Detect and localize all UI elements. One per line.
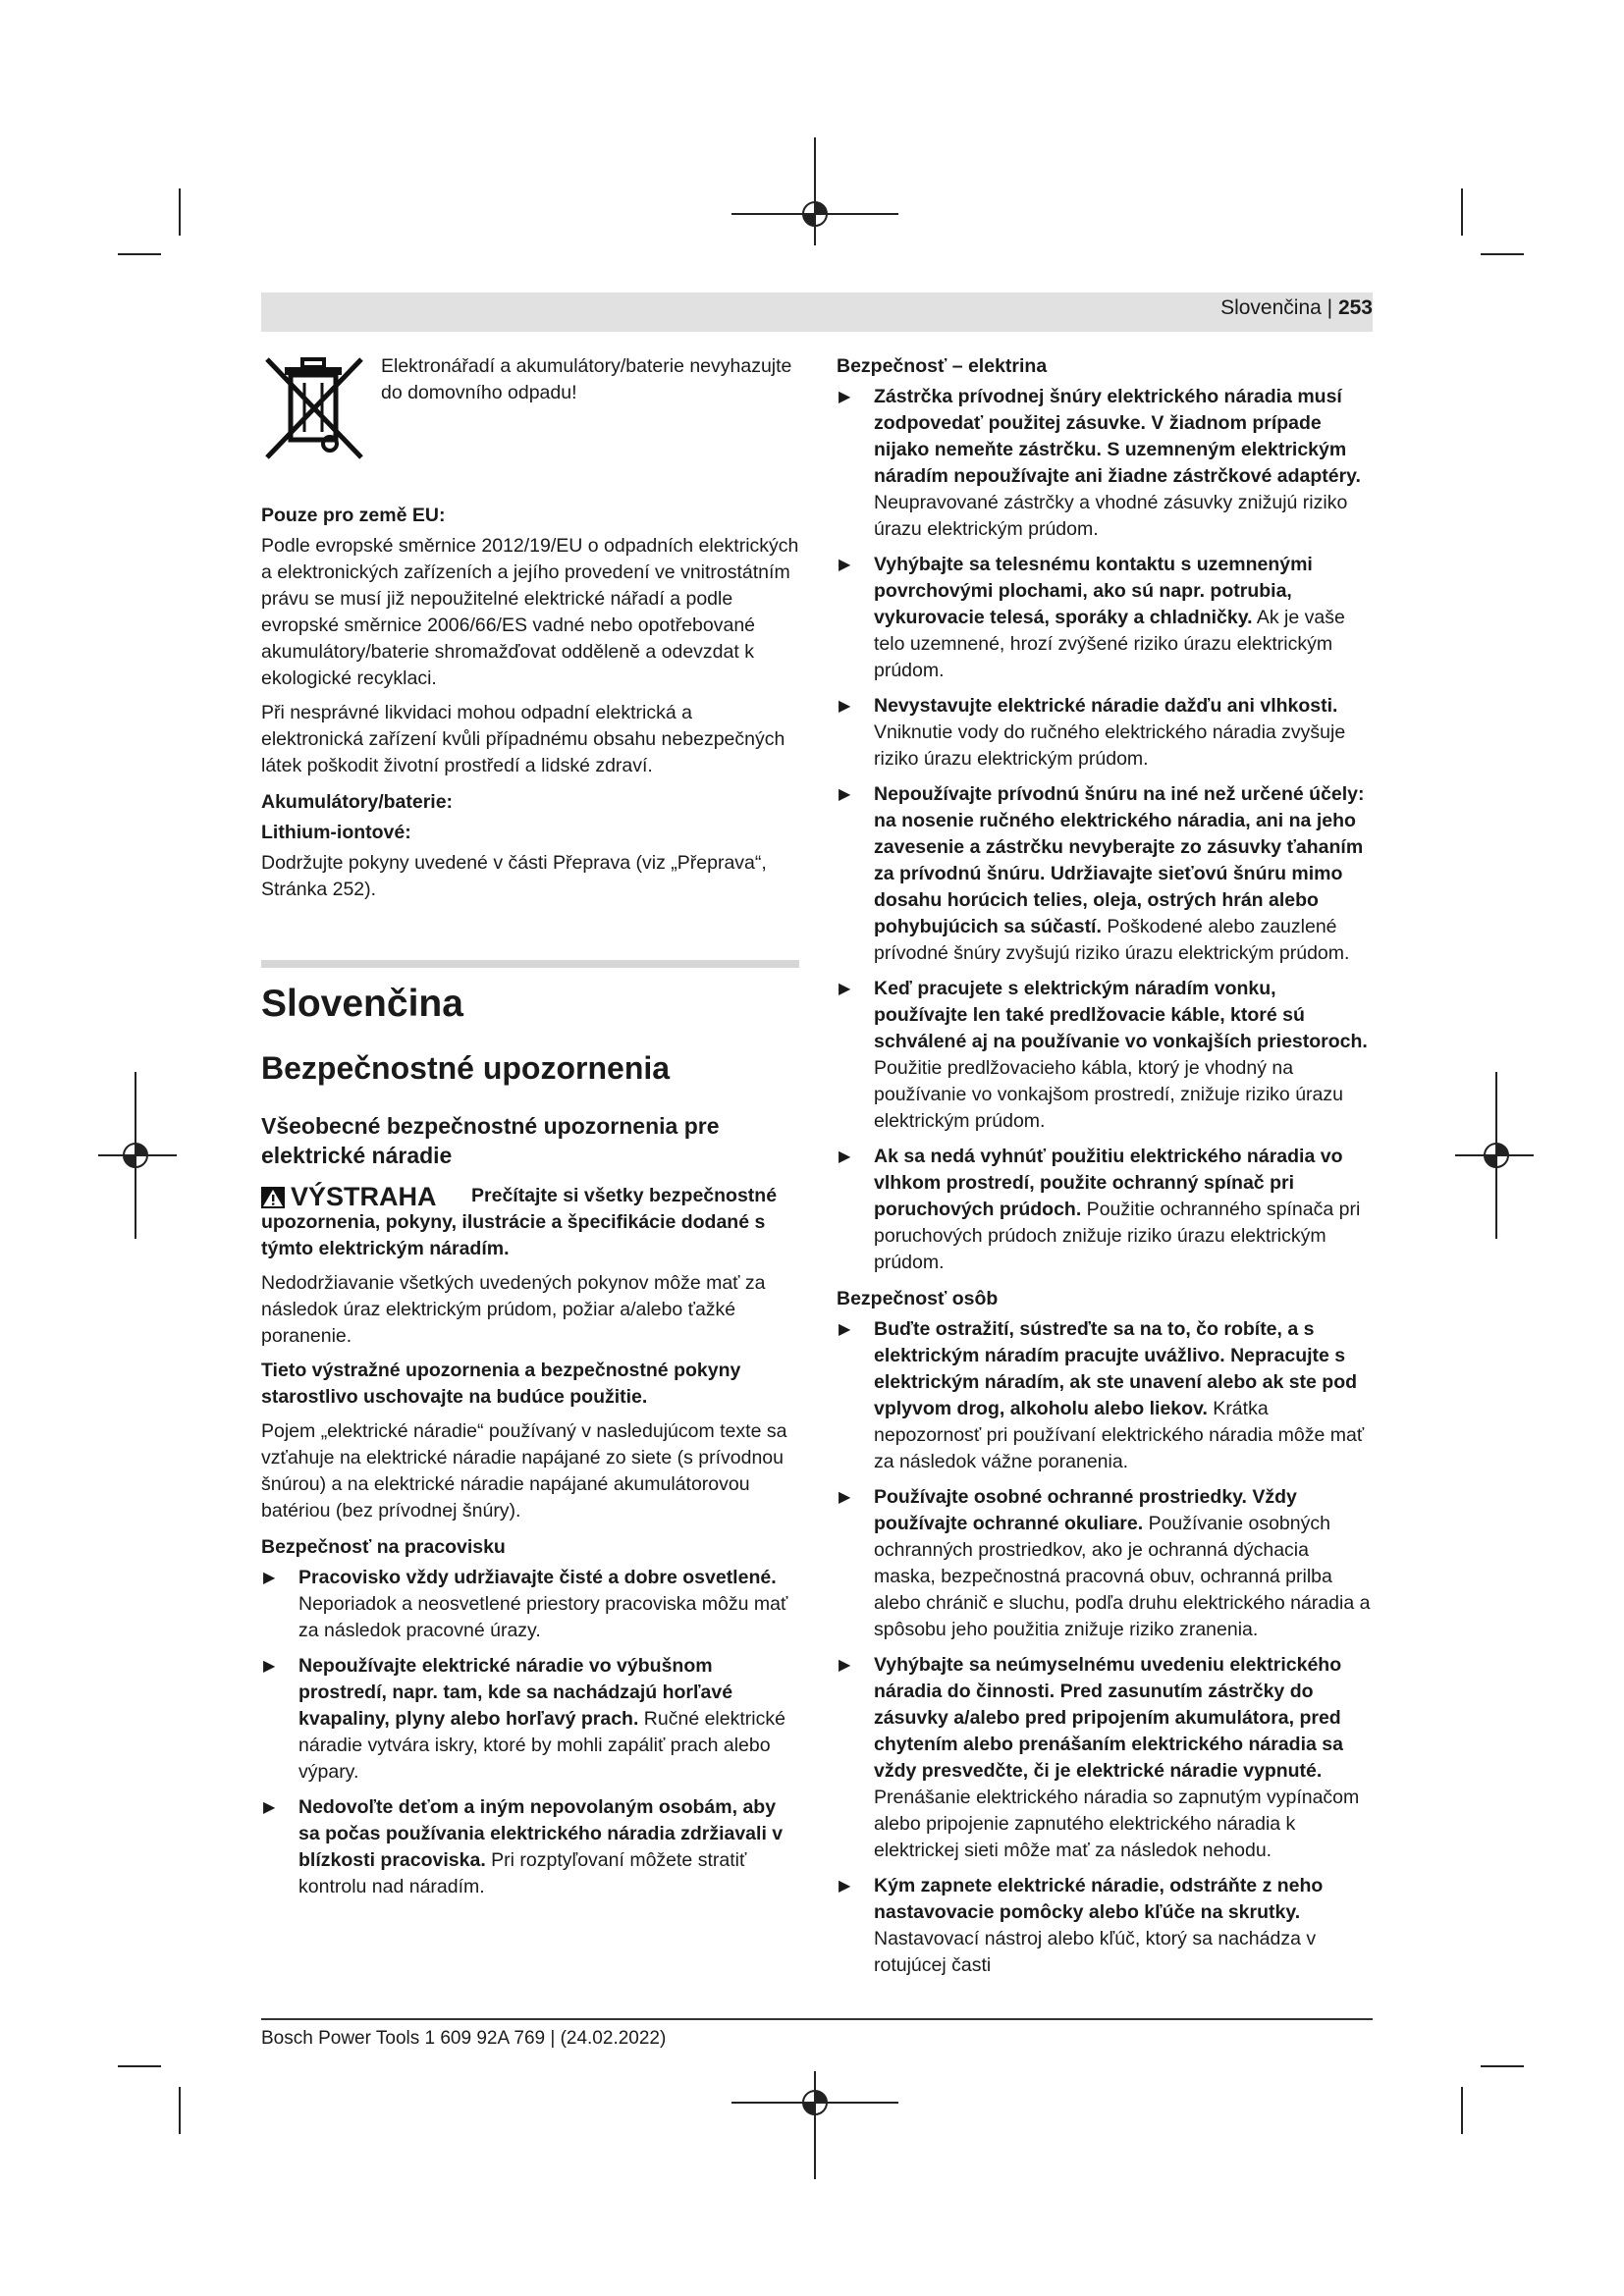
electric-list bbox=[837, 384, 1375, 1276]
page-number: 253 bbox=[1337, 296, 1373, 319]
list-item: ▶ Nevystavujte elektrické náradie dažďu ani vlhkosti. Vniknutie vody do ručného elektrického náradia zvyšuje riziko úrazu elektrickým prúdom. bbox=[837, 693, 1375, 773]
list-item: ▶ Buďte ostražití, sústreďte sa na to, čo robíte, a s elektrickým náradím pracujte uvážlivo. Nepracujte s elektrickým náradím, ak ste unavení alebo ak ste pod vplyvom drog, alkoholu alebo liekov. Krátka nepozornosť pri používaní elektrického náradia môže mať za následok vážne poranenia. bbox=[837, 1316, 1375, 1475]
crosshair-registration-icon bbox=[731, 137, 898, 245]
workplace-list bbox=[261, 1565, 799, 1900]
persons-heading: Bezpečnosť osôb bbox=[837, 1288, 999, 1309]
language-title: Slovenčina bbox=[261, 983, 463, 1025]
footer-rule bbox=[261, 2018, 1373, 2020]
warning-paragraph: Nedodržiavanie všetkých uvedených pokynov môže mať za následok úraz elektrickým prúdom, požiar a/alebo ťažké poranenie. bbox=[261, 1272, 766, 1347]
batteries-heading: Akumulátory/baterie: bbox=[261, 791, 454, 813]
list-item: ▶ Nepoužívajte prívodnú šnúru na iné než určené účely: na nosenie ručného elektrického náradia, ani na jeho zavesenie a zástrčku nevyberajte zo zásuvky ťahaním za prívodnú šnúru. Udržiavajte sieťovú šnúru mimo dosahu horúcich telies, oleja, ostrých hrán alebo pohybujúcich sa súčastí. Poškodené alebo zauzlené prívodné šnúry zvyšujú riziko úrazu elektrickým prúdom. bbox=[837, 781, 1375, 967]
list-item: ▶ Vyhýbajte sa neúmyselnému uvedeniu elektrického náradia do činnosti. Pred zasunutím zástrčky do zásuvky a/alebo pred pripojením akumulátora, pred chytením alebo prenášaním elektrického náradia sa vždy presvedčte, či je elektrické náradie vypnuté. Prenášanie elektrického náradia so zapnutým vypínačom alebo pripojenie zapnutého elektrického náradia k elektrickej sieti môže mať za následok nehodu. bbox=[837, 1652, 1375, 1864]
list-item: ▶ Ak sa nedá vyhnúť použitiu elektrického náradia vo vlhkom prostredí, použite ochranný spínač pri poruchových prúdoch. Použitie ochranného spínača pri poruchových prúdoch znižuje riziko úrazu elektrickým prúdom. bbox=[837, 1144, 1375, 1276]
electric-heading: Bezpečnosť – elektrina bbox=[837, 355, 1048, 377]
keep-instructions: Tieto výstražné upozornenia a bezpečnostné pokyny starostlivo uschovajte na budúce použitie. bbox=[261, 1360, 741, 1408]
lithium-paragraph: Dodržujte pokyny uvedené v části Přeprava (viz „Přeprava“, Stránka 252). bbox=[261, 852, 767, 900]
header-bar bbox=[261, 293, 1373, 332]
crossed-out-wheelie-bin-icon bbox=[261, 353, 367, 463]
crosshair-registration-icon bbox=[1455, 1072, 1534, 1239]
persons-list bbox=[837, 1316, 1375, 1979]
general-safety-title: Všeobecné bezpečnostné upozornenia pre elektrické náradie bbox=[261, 1113, 720, 1168]
crop-mark bbox=[1481, 2065, 1524, 2067]
crosshair-registration-icon bbox=[731, 2071, 898, 2179]
safety-title: Bezpečnostné upozornenia bbox=[261, 1050, 671, 1086]
warning-word: VÝSTRAHA bbox=[291, 1182, 437, 1211]
header-language: Slovenčina bbox=[1220, 296, 1322, 319]
crop-mark bbox=[118, 253, 161, 255]
workplace-heading: Bezpečnosť na pracovisku bbox=[261, 1536, 506, 1558]
list-item: ▶ Zástrčka prívodnej šnúry elektrického náradia musí zodpovedať použitej zásuvke. V žiadnom prípade nijako nemeňte zástrčku. S uzemneným elektrickým náradím nepoužívajte ani žiadne zástrčkové adaptéry. Neupravované zástrčky a vhodné zásuvky znižujú riziko úrazu elektrickým prúdom. bbox=[837, 384, 1375, 543]
crosshair-registration-icon bbox=[98, 1072, 177, 1239]
warning-bold-text: Prečítajte si všetky bezpečnostné upozornenia, pokyny, ilustrácie a špecifikácie dodané s týmto elektrickým náradím. bbox=[261, 1185, 778, 1259]
weee-text: Elektronářadí a akumulátory/baterie nevyhazujte do domovního odpadu! bbox=[381, 355, 792, 403]
warning-triangle-icon bbox=[261, 1187, 285, 1208]
crop-mark bbox=[118, 2065, 161, 2067]
eu-paragraph: Podle evropské směrnice 2012/19/EU o odpadních elektrických a elektronických zařízeních a jejího provedení ve vnitrostátním právu se musí již nepoužitelné elektrické nářadí a podle evropské směrnice 2006/66/ES vadné nebo opotřebované akumulátory/baterie shromažďovat odděleně a odevzdat k ekologické recyklaci. bbox=[261, 535, 799, 689]
warning-label bbox=[261, 1184, 437, 1210]
eu-paragraph-2: Při nesprávné likvidaci mohou odpadní elektrická a elektronická zařízení kvůli případnému obsahu nebezpečných látek poškodit životní prostředí a lidské zdraví. bbox=[261, 702, 785, 776]
header-separator: | bbox=[1326, 296, 1333, 319]
crop-mark bbox=[1481, 253, 1524, 255]
list-item: ▶ Pracovisko vždy udržiavajte čisté a dobre osvetlené. Neporiadok a neosvetlené priestory pracoviska môžu mať za následok pracovné úrazy. bbox=[261, 1565, 799, 1644]
list-item: ▶ Kým zapnete elektrické náradie, odstráňte z neho nastavovacie pomôcky alebo kľúče na skrutky. Nastavovací nástroj alebo kľúč, ktorý sa nachádza v rotujúcej časti bbox=[837, 1873, 1375, 1979]
list-item: ▶ Keď pracujete s elektrickým náradím vonku, používajte len také predlžovacie káble, ktoré sú schválené aj na používanie vo vonkajších priestoroch. Použitie predlžovacieho kábla, ktorý je vhodný na používanie vo vonkajšom prostredí, znižuje riziko úrazu elektrickým prúdom. bbox=[837, 976, 1375, 1135]
section-divider bbox=[261, 960, 799, 968]
right-column bbox=[837, 353, 1375, 1988]
crop-mark bbox=[1461, 2087, 1463, 2134]
list-item: ▶ Nedovoľte deťom a iným nepovolaným osobám, aby sa počas používania elektrického náradia zdržiavali v blízkosti pracoviska. Pri rozptyľovaní môžete stratiť kontrolu nad náradím. bbox=[261, 1794, 799, 1900]
crop-mark bbox=[179, 188, 181, 236]
list-item: ▶ Nepoužívajte elektrické náradie vo výbušnom prostredí, napr. tam, kde sa nachádzajú horľavé kvapaliny, plyny alebo horľavý prach. Ručné elektrické náradie vytvára iskry, ktoré by mohli zapáliť prach alebo výpary. bbox=[261, 1653, 799, 1786]
crop-mark bbox=[1461, 188, 1463, 236]
running-header bbox=[1220, 296, 1373, 320]
lithium-heading: Lithium-iontové: bbox=[261, 822, 411, 843]
list-item: ▶ Používajte osobné ochranné prostriedky. Vždy používajte ochranné okuliare. Používanie osobných ochranných prostriedkov, ako je ochranná dýchacia maska, bezpečnostná pracovná obuv, ochranná prilba alebo chránič e sluchu, podľa druhu elektrického náradia a spôsobu jeho použitia znižuje riziko zranenia. bbox=[837, 1484, 1375, 1643]
eu-heading: Pouze pro země EU: bbox=[261, 505, 446, 526]
left-column bbox=[261, 353, 799, 1909]
crop-mark bbox=[179, 2087, 181, 2134]
footer-text: Bosch Power Tools 1 609 92A 769 | (24.02.2022) bbox=[261, 2028, 667, 2049]
term-paragraph: Pojem „elektrické náradie“ používaný v nasledujúcom texte sa vzťahuje na elektrické náradie napájané zo siete (s prívodnou šnúrou) a na elektrické náradie napájané akumulátorovou batériou (bez prívodnej šnúry). bbox=[261, 1420, 787, 1522]
weee-notice bbox=[261, 353, 799, 463]
list-item: ▶ Vyhýbajte sa telesnému kontaktu s uzemnenými povrchovými plochami, ako sú napr. potrubia, vykurovacie telesá, sporáky a chladničky. Ak je vaše telo uzemnené, hrozí zvýšené riziko úrazu elektrickým prúdom. bbox=[837, 552, 1375, 684]
